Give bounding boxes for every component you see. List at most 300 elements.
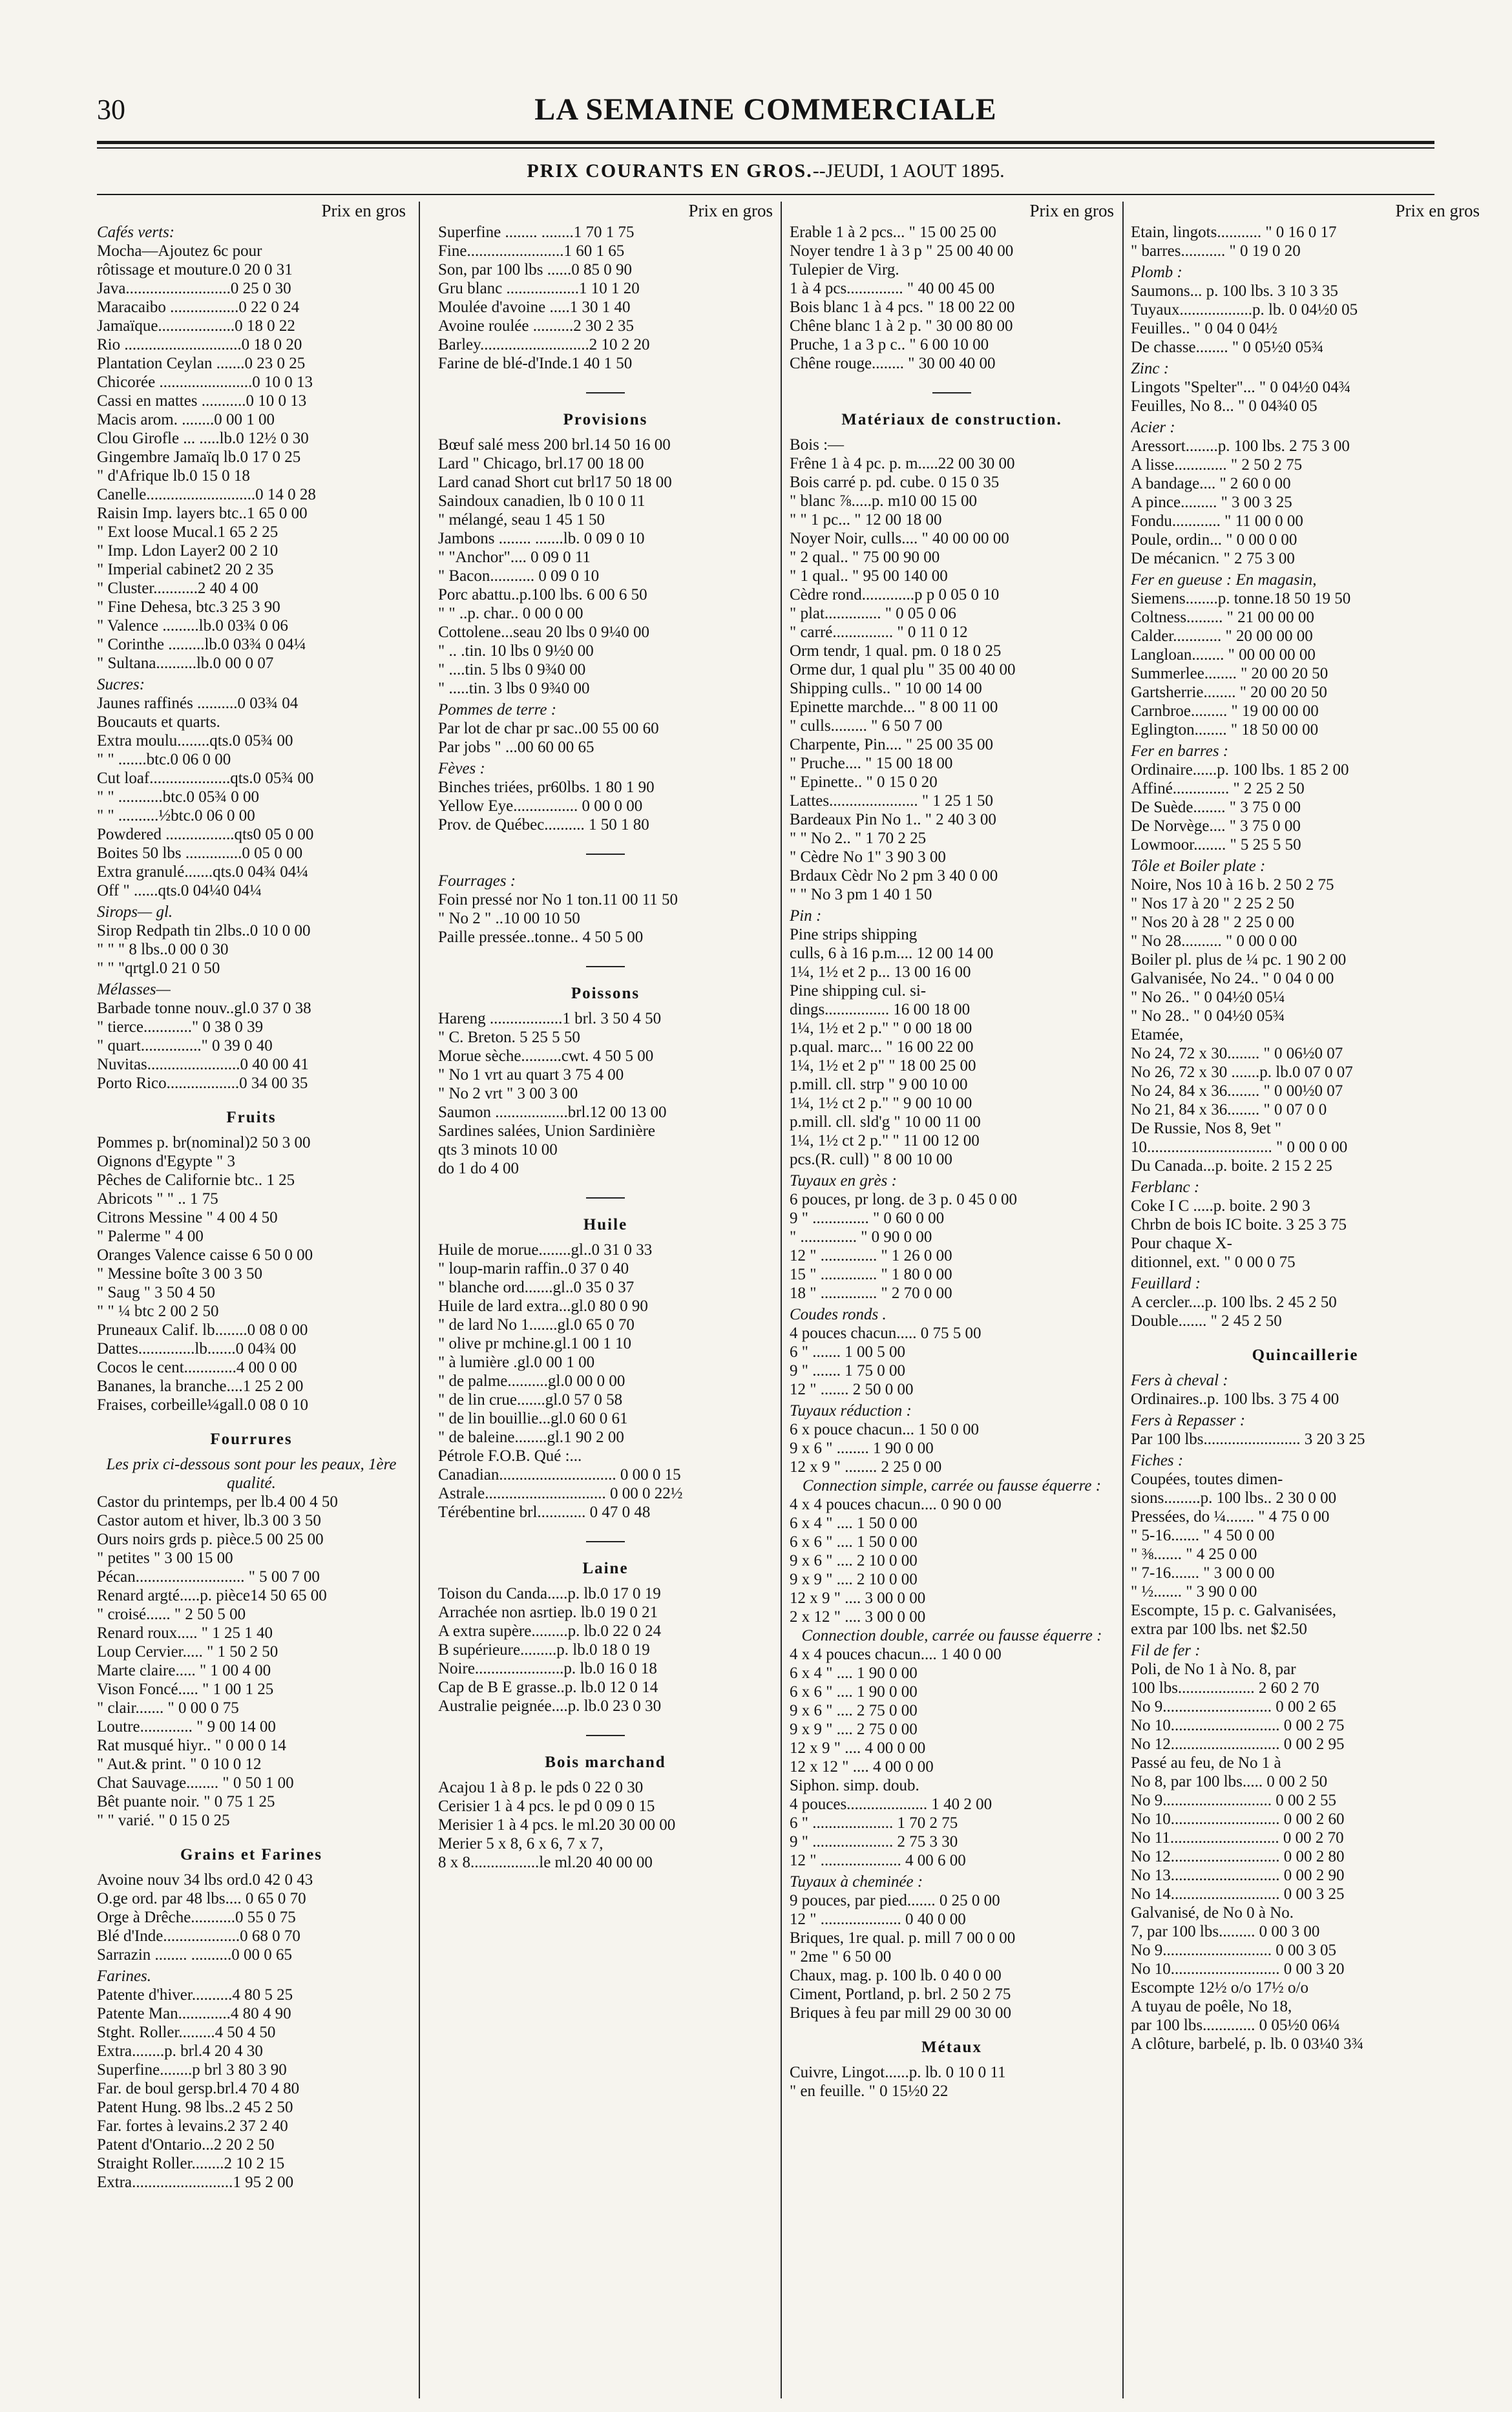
price-line: 6 x pouce chacun... 1 50 0 00 — [790, 1421, 979, 1438]
price-line: Nuvitas.......................0 40 00 41 — [97, 1056, 309, 1073]
price-line: 9 x 6 " .... 2 75 0 00 — [790, 1702, 918, 1719]
subsection-label: Fèves : — [438, 760, 485, 777]
price-line: Boites 50 lbs ..............0 05 0 00 — [97, 844, 303, 862]
price-line: " barres........... " 0 19 0 20 — [1131, 242, 1301, 260]
price-line: Noyer tendre 1 à 3 p " 25 00 40 00 — [790, 242, 1014, 260]
price-line: " Epinette.. " 0 15 0 20 — [790, 773, 938, 791]
price-line: " Nos 20 à 28 " 2 25 0 00 — [1131, 914, 1295, 931]
price-line: Moulée d'avoine .....1 30 1 40 — [438, 299, 631, 316]
price-line: Jambons ........ .......lb. 0 09 0 10 — [438, 530, 645, 547]
price-line: Affiné.............. " 2 25 2 50 — [1131, 780, 1305, 797]
price-line: " No 26.. " 0 04½0 05¼ — [1131, 989, 1285, 1006]
price-line: Superfine........p brl 3 80 3 90 — [97, 2061, 287, 2079]
price-line: Orm tendr, 1 qual. pm. 0 18 0 25 — [790, 642, 1002, 660]
price-line: Rio .............................0 18 0 20 — [97, 336, 302, 353]
price-line: " " " 8 lbs..0 00 0 30 — [97, 941, 229, 958]
section-note: Connection simple, carrée ou fausse équerre : — [802, 1477, 1102, 1494]
price-line: Fondu............ " 11 00 0 00 — [1131, 512, 1303, 530]
price-line: Ours noirs grds p. pièce.5 00 25 00 — [97, 1531, 324, 1548]
price-line: " de lin crue.......gl.0 57 0 58 — [438, 1391, 623, 1409]
price-column-1 — [97, 202, 406, 2398]
price-line: Par lot de char pr sac..00 55 00 60 — [438, 720, 659, 737]
section-heading: Huile — [583, 1216, 628, 1233]
price-line: Summerlee........ " 20 00 20 50 — [1131, 665, 1328, 682]
price-line: " " ¼ btc 2 00 2 50 — [97, 1303, 219, 1320]
price-line: Extra moulu........qts.0 05¾ 00 — [97, 732, 293, 750]
section-divider — [586, 1541, 625, 1542]
price-line: 4 pouces.................... 1 40 2 00 — [790, 1796, 992, 1813]
price-line: No 9........................... 0 00 2 55 — [1131, 1792, 1337, 1809]
price-line: Binches triées, pr60lbs. 1 80 1 90 — [438, 779, 655, 796]
price-line: Abricots " " .. 1 75 — [97, 1190, 218, 1208]
price-line: " à lumière .gl.0 00 1 00 — [438, 1354, 595, 1371]
price-line: Pêches de Californie btc.. 1 25 — [97, 1171, 295, 1189]
price-line: " ....tin. 5 lbs 0 9¾0 00 — [438, 661, 586, 678]
price-line: " d'Afrique lb.0 15 0 18 — [97, 467, 250, 485]
price-line: 4 pouces chacun..... 0 75 5 00 — [790, 1325, 982, 1342]
price-line: " No 28.......... " 0 00 0 00 — [1131, 932, 1297, 950]
price-line: 12 " .................... 0 40 0 00 — [790, 1911, 966, 1928]
price-line: " 2me " 6 50 00 — [790, 1948, 892, 1966]
price-line: Par jobs " ...00 60 00 65 — [438, 739, 594, 756]
price-line: No 12........................... 0 00 2 95 — [1131, 1736, 1345, 1753]
price-line: " " .......btc.0 06 0 00 — [97, 751, 231, 768]
price-line: 6 " ....... 1 00 5 00 — [790, 1343, 905, 1361]
price-line: Pécan........................... " 5 00 7 00 — [97, 1568, 320, 1586]
price-line: Cocos le cent.............4 00 0 00 — [97, 1359, 297, 1376]
subsection-label: Fourrages : — [438, 872, 516, 890]
price-line: " Palerme " 4 00 — [97, 1228, 204, 1245]
subsection-label: Acier : — [1131, 419, 1175, 436]
section-heading: Laine — [582, 1560, 629, 1577]
price-line: Jamaïque...................0 18 0 22 — [97, 317, 295, 335]
subsection-label: Zinc : — [1131, 360, 1170, 377]
price-line: p.mill. cll. strp " 9 00 10 00 — [790, 1076, 968, 1093]
subsection-label: Pin : — [790, 907, 822, 925]
price-line: De chasse........ " 0 05½0 05¾ — [1131, 339, 1324, 356]
price-line: Far. fortes à levains.2 37 2 40 — [97, 2117, 288, 2135]
price-column-4 — [1131, 202, 1480, 2398]
price-line: Poli, de No 1 à No. 8, par — [1131, 1661, 1296, 1678]
section-divider — [586, 392, 625, 393]
price-line: 1¼, 1½ et 2 p" " 18 00 25 00 — [790, 1057, 976, 1075]
price-line: 12 x 9 " .... 4 00 0 00 — [790, 1739, 926, 1757]
price-line: " de lard No 1.......gl.0 65 0 70 — [438, 1316, 635, 1334]
price-line: Patent Hung. 98 lbs..2 45 2 50 — [97, 2099, 293, 2116]
price-line: " Corinthe .........lb.0 03¾ 0 04¼ — [97, 636, 306, 653]
price-line: " " No 3 pm 1 40 1 50 — [790, 886, 932, 903]
subsection-label: Farines. — [97, 1967, 152, 1985]
price-line: A cercler....p. 100 lbs. 2 45 2 50 — [1131, 1294, 1337, 1311]
price-line: Brdaux Cèdr No 2 pm 3 40 0 00 — [790, 867, 998, 885]
price-line: Bois blanc 1 à 4 pcs. " 18 00 22 00 — [790, 299, 1015, 316]
column-divider — [1122, 202, 1124, 2398]
price-line: " No 2 " ..10 00 10 50 — [438, 910, 580, 927]
price-line: extra par 100 lbs. net $2.50 — [1131, 1620, 1307, 1638]
price-line: Galvanisée, No 24.. " 0 04 0 00 — [1131, 970, 1334, 987]
price-line: Far. de boul gersp.brl.4 70 4 80 — [97, 2080, 300, 2097]
price-line: 4 x 4 pouces chacun.... 1 40 0 00 — [790, 1646, 1002, 1663]
price-column-2 — [438, 202, 773, 2398]
price-line: 100 lbs................... 2 60 2 70 — [1131, 1679, 1319, 1697]
price-line: 9 x 9 " .... 2 10 0 00 — [790, 1571, 918, 1588]
price-line: Chat Sauvage........ " 0 50 1 00 — [97, 1774, 294, 1792]
price-line: 6 x 6 " .... 1 90 0 00 — [790, 1683, 918, 1701]
price-line: Lard canad Short cut brl17 50 18 00 — [438, 474, 672, 491]
price-line: " 7-16....... " 3 00 0 00 — [1131, 1564, 1275, 1582]
price-line: 18 " .............. " 2 70 0 00 — [790, 1285, 952, 1302]
section-divider — [586, 1735, 625, 1736]
price-line: " ⅜....... " 4 25 0 00 — [1131, 1546, 1257, 1563]
price-line: Passé au feu, de No 1 à — [1131, 1754, 1281, 1772]
section-heading: Fourrures — [210, 1431, 293, 1448]
price-line: Arrachée non asrtiep. lb.0 19 0 21 — [438, 1604, 658, 1621]
price-line: 12 x 9 " ........ 2 25 0 00 — [790, 1458, 942, 1476]
section-heading: Matériaux de construction. — [841, 411, 1062, 428]
price-line: 7, par 100 lbs......... 0 00 3 00 — [1131, 1923, 1320, 1940]
price-line: Merisier 1 à 4 pcs. le ml.20 30 00 00 — [438, 1816, 676, 1834]
price-line: Acajou 1 à 8 p. le pds 0 22 0 30 — [438, 1779, 644, 1796]
price-line: Paille pressée..tonne.. 4 50 5 00 — [438, 928, 644, 946]
price-line: Rat musqué hiyr.. " 0 00 0 14 — [97, 1737, 286, 1754]
price-line: 1¼, 1½ ct 2 p." " 11 00 12 00 — [790, 1132, 980, 1149]
price-line: Etamée, — [1131, 1026, 1184, 1043]
price-line: Porc abattu..p.100 lbs. 6 00 6 50 — [438, 586, 647, 603]
price-line: Macis arom. ........0 00 1 00 — [97, 411, 275, 428]
price-line: Noire, Nos 10 à 16 b. 2 50 2 75 — [1131, 876, 1334, 894]
price-line: " ½....... " 3 90 0 00 — [1131, 1583, 1257, 1600]
price-line: Coke I C .....p. boite. 2 90 3 — [1131, 1197, 1310, 1215]
price-line: Huile de morue........gl..0 31 0 33 — [438, 1241, 653, 1259]
price-line: Huile de lard extra...gl.0 80 0 90 — [438, 1297, 648, 1315]
price-line: 1 à 4 pcs.............. " 40 00 45 00 — [790, 280, 995, 297]
price-line: Boiler pl. plus de ¼ pc. 1 90 2 00 — [1131, 951, 1347, 969]
price-line: Aressort........p. 100 lbs. 2 75 3 00 — [1131, 437, 1350, 455]
price-line: Sirop Redpath tin 2lbs..0 10 0 00 — [97, 922, 311, 939]
price-line: Lowmoor........ " 5 25 5 50 — [1131, 836, 1301, 854]
price-line: Chaux, mag. p. 100 lb. 0 40 0 00 — [790, 1967, 1002, 1984]
price-column-3 — [790, 202, 1114, 2398]
column-heading: Prix en gros — [1395, 202, 1480, 220]
price-line: Orme dur, 1 qual plu " 35 00 40 00 — [790, 661, 1016, 678]
price-line: Australie peignée....p. lb.0 23 0 30 — [438, 1697, 662, 1715]
price-line: Frêne 1 à 4 pc. p. m.....22 00 30 00 — [790, 455, 1015, 472]
price-line: Ciment, Portland, p. brl. 2 50 2 75 — [790, 1986, 1011, 2003]
subsection-label: Fers à Repasser : — [1131, 1412, 1246, 1429]
column-heading: Prix en gros — [321, 202, 406, 220]
price-line: A bandage.... " 2 60 0 00 — [1131, 475, 1291, 492]
subheader-rule — [97, 194, 1434, 195]
subsection-label: Sucres: — [97, 676, 145, 693]
price-line: No 12........................... 0 00 2 80 — [1131, 1848, 1345, 1865]
price-line: Coltness......... " 21 00 00 00 — [1131, 609, 1314, 626]
price-line: " mélangé, seau 1 45 1 50 — [438, 511, 605, 529]
price-line: A tuyau de poêle, No 18, — [1131, 1998, 1292, 2015]
price-line: 1¼, 1½ ct 2 p." " 9 00 10 00 — [790, 1095, 972, 1112]
price-line: Orge à Drêche...........0 55 0 75 — [97, 1909, 296, 1926]
price-line: De Suède........ " 3 75 0 00 — [1131, 799, 1301, 816]
price-line: Vison Foncé..... " 1 00 1 25 — [97, 1681, 274, 1698]
price-line: " petites " 3 00 15 00 — [97, 1549, 233, 1567]
price-line: Castor autom et hiver, lb.3 00 3 50 — [97, 1512, 321, 1529]
price-line: " Imp. Ldon Layer2 00 2 10 — [97, 542, 278, 560]
price-line: 6 pouces, pr long. de 3 p. 0 45 0 00 — [790, 1191, 1018, 1208]
price-line: Stght. Roller.........4 50 4 50 — [97, 2024, 276, 2041]
price-line: " carré............... " 0 11 0 12 — [790, 624, 968, 641]
section-divider — [586, 1197, 625, 1199]
price-line: Double....... " 2 45 2 50 — [1131, 1312, 1282, 1330]
price-line: Castor du printemps, per lb.4 00 4 50 — [97, 1493, 338, 1511]
price-line: 6 " .................... 1 70 2 75 — [790, 1814, 958, 1832]
price-line: Farine de blé-d'Inde.1 40 1 50 — [438, 355, 633, 372]
price-line: Superfine ........ ........1 70 1 75 — [438, 224, 635, 241]
price-line: Charpente, Pin.... " 25 00 35 00 — [790, 736, 994, 753]
price-line: Patente Man.............4 80 4 90 — [97, 2005, 291, 2022]
price-line: " .....tin. 3 lbs 0 9¾0 00 — [438, 680, 590, 697]
subsection-label: Coudes ronds . — [790, 1306, 887, 1323]
price-line: No 10........................... 0 00 2 60 — [1131, 1810, 1345, 1828]
price-line: Cut loaf....................qts.0 05¾ 00 — [97, 770, 314, 787]
subsection-label: Mélasses— — [97, 981, 171, 998]
price-line: Straight Roller........2 10 2 15 — [97, 2155, 285, 2172]
column-divider — [419, 202, 420, 2398]
price-line: Langloan........ " 00 00 00 00 — [1131, 646, 1316, 664]
price-line: Sarrazin ........ ..........0 00 0 65 — [97, 1946, 293, 1964]
price-line: A extra supère.........p. lb.0 22 0 24 — [438, 1622, 662, 1640]
price-line: Extra........p. brl.4 20 4 30 — [97, 2042, 263, 2060]
price-line: Extra granulé.......qts.0 04¾ 04¼ — [97, 863, 309, 881]
price-line: Barley...........................2 10 2 20 — [438, 336, 650, 353]
price-line: No 9........................... 0 00 2 65 — [1131, 1698, 1337, 1715]
price-line: Canadian............................. 0 00 0 15 — [438, 1466, 681, 1484]
price-line: 2 x 12 " .... 3 00 0 00 — [790, 1608, 926, 1626]
price-line: Off " ......qts.0 04¼0 04¼ — [97, 882, 262, 899]
price-line: Térébentine brl............ 0 47 0 48 — [438, 1504, 651, 1521]
subsection-label: Fer en barres : — [1131, 742, 1229, 760]
price-line: Bananes, la branche....1 25 2 00 — [97, 1378, 304, 1395]
price-line: culls, 6 à 16 p.m.... 12 00 14 00 — [790, 945, 994, 962]
price-line: " " 1 pc... " 12 00 18 00 — [790, 511, 942, 529]
subsection-label: Tôle et Boiler plate : — [1131, 857, 1266, 875]
price-line: De Norvège.... " 3 75 0 00 — [1131, 817, 1301, 835]
price-line: Feuilles, No 8... " 0 04¾0 05 — [1131, 397, 1318, 415]
price-line: 9 x 6 " .... 2 10 0 00 — [790, 1552, 918, 1569]
price-line: Java..........................0 25 0 30 — [97, 280, 291, 297]
price-line: Fraises, corbeille¼gall.0 08 0 10 — [97, 1396, 309, 1414]
price-line: Pine shipping cul. si- — [790, 982, 927, 1000]
price-line: " Cluster...........2 40 4 00 — [97, 580, 258, 597]
price-line: " " ..........½btc.0 06 0 00 — [97, 807, 255, 824]
price-line: No 10........................... 0 00 3 20 — [1131, 1960, 1345, 1978]
price-line: Boucauts et quarts. — [97, 713, 220, 731]
price-line: " No 2 vrt " 3 00 3 00 — [438, 1085, 578, 1102]
page-number: 30 — [97, 94, 125, 125]
price-line: " de palme..........gl.0 00 0 00 — [438, 1372, 625, 1390]
price-line: Jaunes raffinés ..........0 03¾ 04 — [97, 695, 299, 712]
price-line: Marte claire..... " 1 00 4 00 — [97, 1662, 271, 1679]
price-line: Epinette marchde... " 8 00 11 00 — [790, 698, 998, 716]
price-line: Avoine nouv 34 lbs ord.0 42 0 43 — [97, 1871, 313, 1889]
price-line: Escompte, 15 p. c. Galvanisées, — [1131, 1602, 1336, 1619]
price-line: Escompte 12½ o/o 17½ o/o — [1131, 1979, 1308, 1997]
price-line: Maracaibo .................0 22 0 24 — [97, 299, 300, 316]
price-line: Coupées, toutes dimen- — [1131, 1471, 1283, 1488]
section-note: Les prix ci-dessous sont pour les peaux, 1ère qualité. — [106, 1456, 397, 1492]
price-line: 12 x 12 " .... 4 00 0 00 — [790, 1758, 934, 1776]
price-line: O.ge ord. par 48 lbs.... 0 65 0 70 — [97, 1890, 306, 1907]
price-line: " 1 qual.. " 95 00 140 00 — [790, 567, 948, 585]
price-line: No 24, 84 x 36........ " 0 00½0 07 — [1131, 1082, 1343, 1100]
price-line: qts 3 minots 10 00 — [438, 1141, 558, 1159]
price-line: 12 " .............. " 1 26 0 00 — [790, 1247, 952, 1264]
price-line: Yellow Eye................ 0 00 0 00 — [438, 797, 643, 815]
price-line: Etain, lingots........... " 0 16 0 17 — [1131, 224, 1337, 241]
price-line: No 24, 72 x 30........ " 0 06½0 07 — [1131, 1045, 1343, 1062]
price-line: Cassi en mattes ...........0 10 0 13 — [97, 392, 307, 410]
price-line: Saindoux canadien, lb 0 10 0 11 — [438, 492, 646, 510]
price-line: Cèdre rond.............p p 0 05 0 10 — [790, 586, 1000, 603]
price-line: " de baleine........gl.1 90 2 00 — [438, 1429, 624, 1446]
price-line: Tulepier de Virg. — [790, 261, 899, 278]
price-line: No 21, 84 x 36........ " 0 07 0 0 — [1131, 1101, 1327, 1118]
price-line: pcs.(R. cull) " 8 00 10 00 — [790, 1151, 952, 1168]
section-subheader — [97, 160, 1434, 182]
price-line: 6 x 4 " .... 1 50 0 00 — [790, 1515, 918, 1532]
price-line: " .. .tin. 10 lbs 0 9½0 00 — [438, 642, 594, 660]
price-line: " " "qrtgl.0 21 0 50 — [97, 960, 220, 977]
price-line: 1¼, 1½ et 2 p... 13 00 16 00 — [790, 963, 971, 981]
price-line: " Imperial cabinet2 20 2 35 — [97, 561, 274, 578]
price-line: Pressées, do ¼....... " 4 75 0 00 — [1131, 1508, 1330, 1526]
price-line: Patente d'hiver..........4 80 5 25 — [97, 1986, 293, 2004]
price-line: " C. Breton. 5 25 5 50 — [438, 1029, 580, 1046]
subsection-label: Tuyaux réduction : — [790, 1402, 912, 1420]
price-line: Saumons... p. 100 lbs. 3 10 3 35 — [1131, 282, 1338, 300]
price-line: Son, par 100 lbs ......0 85 0 90 — [438, 261, 632, 278]
subsection-label: Tuyaux en grès : — [790, 1172, 897, 1190]
price-line: Renard roux..... " 1 25 1 40 — [97, 1624, 273, 1642]
subsection-label: Fer en gueuse : En magasin, — [1131, 571, 1317, 589]
price-line: Merier 5 x 8, 6 x 6, 7 x 7, — [438, 1835, 604, 1852]
price-line: Shipping culls.. " 10 00 14 00 — [790, 680, 982, 697]
price-line: 12 " .................... 4 00 6 00 — [790, 1852, 966, 1869]
price-line: Noire......................p. lb.0 16 0 18 — [438, 1660, 657, 1677]
price-line: Barbade tonne nouv..gl.0 37 0 38 — [97, 1000, 311, 1017]
price-line: Morue sèche..........cwt. 4 50 5 00 — [438, 1047, 654, 1065]
price-line: Noyer Noir, culls.... " 40 00 00 00 — [790, 530, 1009, 547]
price-line: Pine strips shipping — [790, 926, 918, 943]
price-line: Pétrole F.O.B. Qué :... — [438, 1447, 582, 1465]
section-divider — [586, 966, 625, 967]
price-line: " " ..p. char.. 0 00 0 00 — [438, 605, 583, 622]
price-line: dings................ 16 00 18 00 — [790, 1001, 971, 1018]
subsection-label: Tuyaux à cheminée : — [790, 1873, 923, 1891]
price-line: Siemens........p. tonne.18 50 19 50 — [1131, 590, 1351, 607]
price-line: Lattes...................... " 1 25 1 50 — [790, 792, 994, 810]
section-heading: Quincaillerie — [1252, 1347, 1359, 1364]
price-line: Briques, 1re qual. p. mill 7 00 0 00 — [790, 1929, 1016, 1947]
price-line: p.mill. cll. sld'g " 10 00 11 00 — [790, 1113, 981, 1131]
subsection-label: Feuillard : — [1131, 1275, 1201, 1292]
price-line: Hareng ..................1 brl. 3 50 4 50 — [438, 1010, 662, 1027]
price-line: Powdered .................qts0 05 0 00 — [97, 826, 314, 843]
price-line: Poule, ordin... " 0 00 0 00 — [1131, 531, 1297, 549]
price-line: 10............................... " 0 00 0 00 — [1131, 1138, 1348, 1156]
price-line: 8 x 8.................le ml.20 40 00 00 — [438, 1854, 653, 1871]
price-line: " croisé...... " 2 50 5 00 — [97, 1606, 246, 1623]
price-line: Galvanisé, de No 0 à No. — [1131, 1904, 1294, 1922]
price-line: Tuyaux..................p. lb. 0 04½0 05 — [1131, 301, 1358, 319]
price-line: No 14........................... 0 00 3 25 — [1131, 1885, 1345, 1903]
price-line: Pruneaux Calif. lb........0 08 0 00 — [97, 1321, 308, 1339]
price-line: Extra.........................1 95 2 00 — [97, 2174, 294, 2191]
price-line: Feuilles.. " 0 04 0 04½ — [1131, 320, 1277, 337]
price-line: " 5-16....... " 4 50 0 00 — [1131, 1527, 1275, 1544]
section-heading: Bois marchand — [545, 1754, 666, 1771]
price-line: No 9........................... 0 00 3 05 — [1131, 1942, 1337, 1959]
price-line: " tierce............" 0 38 0 39 — [97, 1018, 264, 1036]
price-line: Bois carré p. pd. cube. 0 15 0 35 — [790, 474, 1000, 491]
price-line: No 10........................... 0 00 2 75 — [1131, 1717, 1345, 1734]
price-line: No 11........................... 0 00 2 70 — [1131, 1829, 1344, 1847]
subheader-title: PRIX COURANTS EN GROS. — [527, 160, 813, 182]
price-line: " " No 2.. " 1 70 2 25 — [790, 830, 927, 847]
price-line: " Pruche.... " 15 00 18 00 — [790, 755, 953, 772]
price-line: De Russie, Nos 8, 9et " — [1131, 1120, 1282, 1137]
price-line: do 1 do 4 00 — [438, 1160, 519, 1177]
subsection-label: Ferblanc : — [1131, 1179, 1200, 1196]
price-line: Ordinaire......p. 100 lbs. 1 85 2 00 — [1131, 761, 1349, 779]
price-line: Loutre............. " 9 00 14 00 — [97, 1718, 276, 1736]
section-divider — [586, 854, 625, 855]
price-line: Lard " Chicago, brl.17 00 18 00 — [438, 455, 644, 472]
price-line: Oignons d'Egypte " 3 — [97, 1153, 236, 1170]
price-line: " Sultana..........lb.0 00 0 07 — [97, 655, 274, 672]
price-line: " Saug " 3 50 4 50 — [97, 1284, 215, 1301]
price-line: Calder............ " 20 00 00 00 — [1131, 627, 1313, 645]
price-line: Bêt puante noir. " 0 75 1 25 — [97, 1793, 275, 1810]
price-line: " 2 qual.. " 75 00 90 00 — [790, 549, 940, 566]
header-rule-thin — [97, 147, 1434, 149]
price-line: " Nos 17 à 20 " 2 25 2 50 — [1131, 895, 1295, 912]
price-line: Pommes p. br(nominal)2 50 3 00 — [97, 1134, 311, 1151]
price-line: No 26, 72 x 30 .......p. lb.0 07 0 07 — [1131, 1064, 1353, 1081]
price-line: " " ...........btc.0 05¾ 0 00 — [97, 788, 259, 806]
price-line: Chêne rouge........ " 30 00 40 00 — [790, 355, 996, 372]
price-line: 9 " ....... 1 75 0 00 — [790, 1362, 905, 1379]
price-line: Canelle...........................0 14 0 28 — [97, 486, 316, 503]
subheader-date: --JEUDI, 1 AOUT 1895. — [812, 160, 1005, 182]
price-line: Pour chaque X- — [1131, 1235, 1232, 1252]
price-line: " de lin bouillie...gl.0 60 0 61 — [438, 1410, 628, 1427]
price-line: Citrons Messine " 4 00 4 50 — [97, 1209, 278, 1226]
price-line: Chrbn de bois IC boite. 3 25 3 75 — [1131, 1216, 1347, 1233]
price-line: Saumon ..................brl.12 00 13 00 — [438, 1104, 667, 1121]
price-line: No 8, par 100 lbs..... 0 00 2 50 — [1131, 1773, 1328, 1790]
page-header — [97, 89, 1434, 128]
price-line: Patent d'Ontario...2 20 2 50 — [97, 2136, 275, 2154]
price-line: Toison du Canda.....p. lb.0 17 0 19 — [438, 1585, 661, 1602]
subsection-label: Fil de fer : — [1131, 1642, 1201, 1659]
price-line: " clair....... " 0 00 0 75 — [97, 1699, 239, 1717]
price-line: " Ext loose Mucal.1 65 2 25 — [97, 523, 278, 541]
price-line: Par 100 lbs........................ 3 20 3 25 — [1131, 1431, 1365, 1448]
price-line: " .............. " 0 90 0 00 — [790, 1228, 932, 1246]
price-line: De mécanicn. " 2 75 3 00 — [1131, 550, 1295, 567]
price-line: Gru blanc ..................1 10 1 20 — [438, 280, 640, 297]
subsection-label: Fers à cheval : — [1131, 1372, 1228, 1389]
subsection-label: Sirops— gl. — [97, 903, 173, 921]
